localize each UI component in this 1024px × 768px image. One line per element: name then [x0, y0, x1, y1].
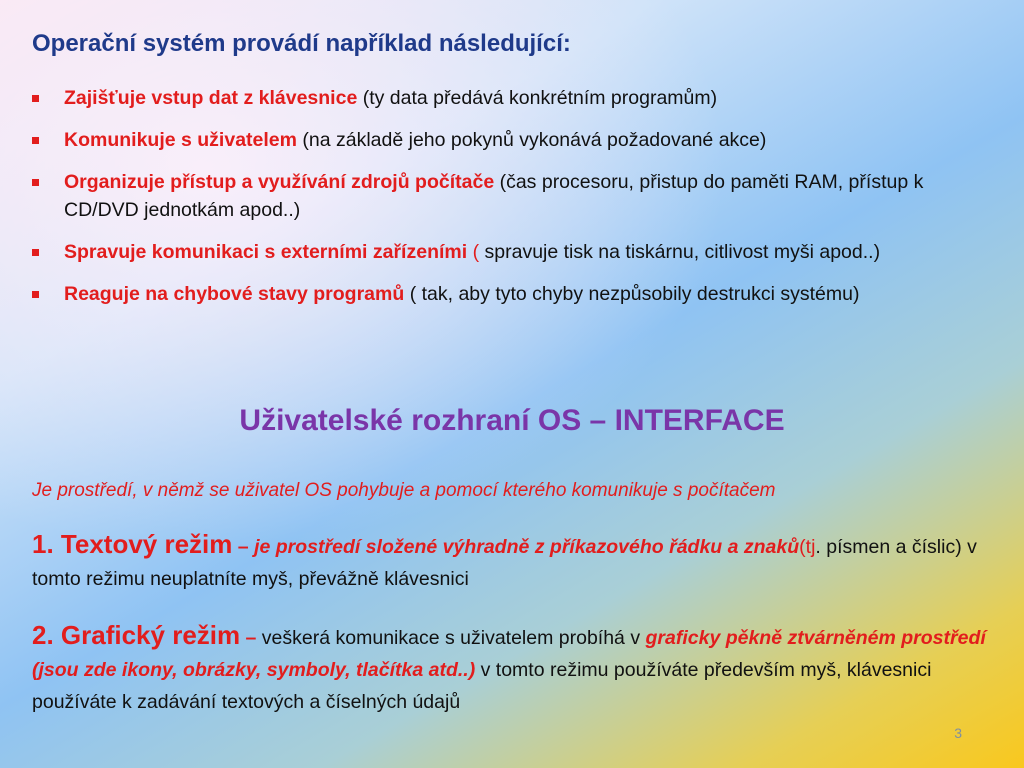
text-mode-red-paren: (tj: [799, 536, 816, 558]
text-mode-rest: . písmen a číslic) v tomto režimu neuplatníte myš, převážně klávesnici: [32, 536, 977, 590]
bullet-rest-text: ( tak, aby tyto chyby nezpůsobily destrukci systému): [404, 283, 860, 305]
graphic-mode-text: veškerá komunikace s uživatelem probíhá v: [256, 627, 646, 649]
bullet-list: [32, 84, 1002, 322]
graphic-mode-title: 2. Grafický režim: [32, 620, 241, 650]
bullet-bold-text: Spravuje komunikaci s externími zařízeními: [64, 241, 468, 263]
bullet-rest-text: (čas procesoru, přistup do paměti RAM, přístup k CD/DVD jednotkám apod..): [64, 171, 924, 221]
text-mode-title: 1. Textový režim: [32, 529, 233, 559]
bullet-bold-text: Organizuje přístup a využívání zdrojů počítače: [64, 171, 495, 193]
text-mode-emphasis: je prostředí složené výhradně z příkazového řádku a znaků: [248, 536, 800, 558]
bullet-bold-text: Zajišťuje vstup dat z klávesnice: [64, 87, 358, 109]
page-number: 3: [954, 725, 962, 741]
graphic-mode-rest: v tomto režimu používáte především myš, klávesnici používáte k zadávání textových a číselných údajů: [32, 659, 932, 713]
bullet-item: [32, 126, 1002, 154]
square-bullet-icon: [32, 179, 39, 186]
definition-text: Je prostředí, v němž se uživatel OS pohybuje a pomocí kterého komunikuje s počítačem: [32, 480, 776, 501]
bullet-bold-text: Komunikuje s uživatelem: [64, 129, 297, 151]
graphic-mode-dash: –: [240, 627, 257, 649]
bullet-rest-text: (ty data předává konkrétním programům): [357, 87, 718, 109]
bullet-item: [32, 280, 1002, 308]
graphic-mode-paragraph: [32, 619, 1007, 718]
bullet-item: [32, 238, 1002, 266]
bullet-red-paren: (: [467, 241, 480, 263]
square-bullet-icon: [32, 249, 39, 256]
bullet-bold-text: Reaguje na chybové stavy programů: [64, 283, 405, 305]
bullet-item: [32, 168, 1002, 224]
section-subtitle: Uživatelské rozhraní OS – INTERFACE: [239, 404, 785, 437]
slide-heading: Operační systém provádí například následující:: [32, 30, 571, 57]
bullet-rest-text: spravuje tisk na tiskárnu, citlivost myši apod..): [479, 241, 881, 263]
text-mode-dash: –: [232, 536, 249, 558]
bullet-rest-text: (na základě jeho pokynů vykonává požadované akce): [296, 129, 767, 151]
text-mode-paragraph: [32, 528, 1007, 595]
bullet-item: [32, 84, 1002, 112]
square-bullet-icon: [32, 95, 39, 102]
graphic-mode-emphasis: graficky pěkně ztvárněném prostředí (jsou zde ikony, obrázky, symboly, tlačítka atd..): [32, 627, 986, 681]
square-bullet-icon: [32, 291, 39, 298]
square-bullet-icon: [32, 137, 39, 144]
